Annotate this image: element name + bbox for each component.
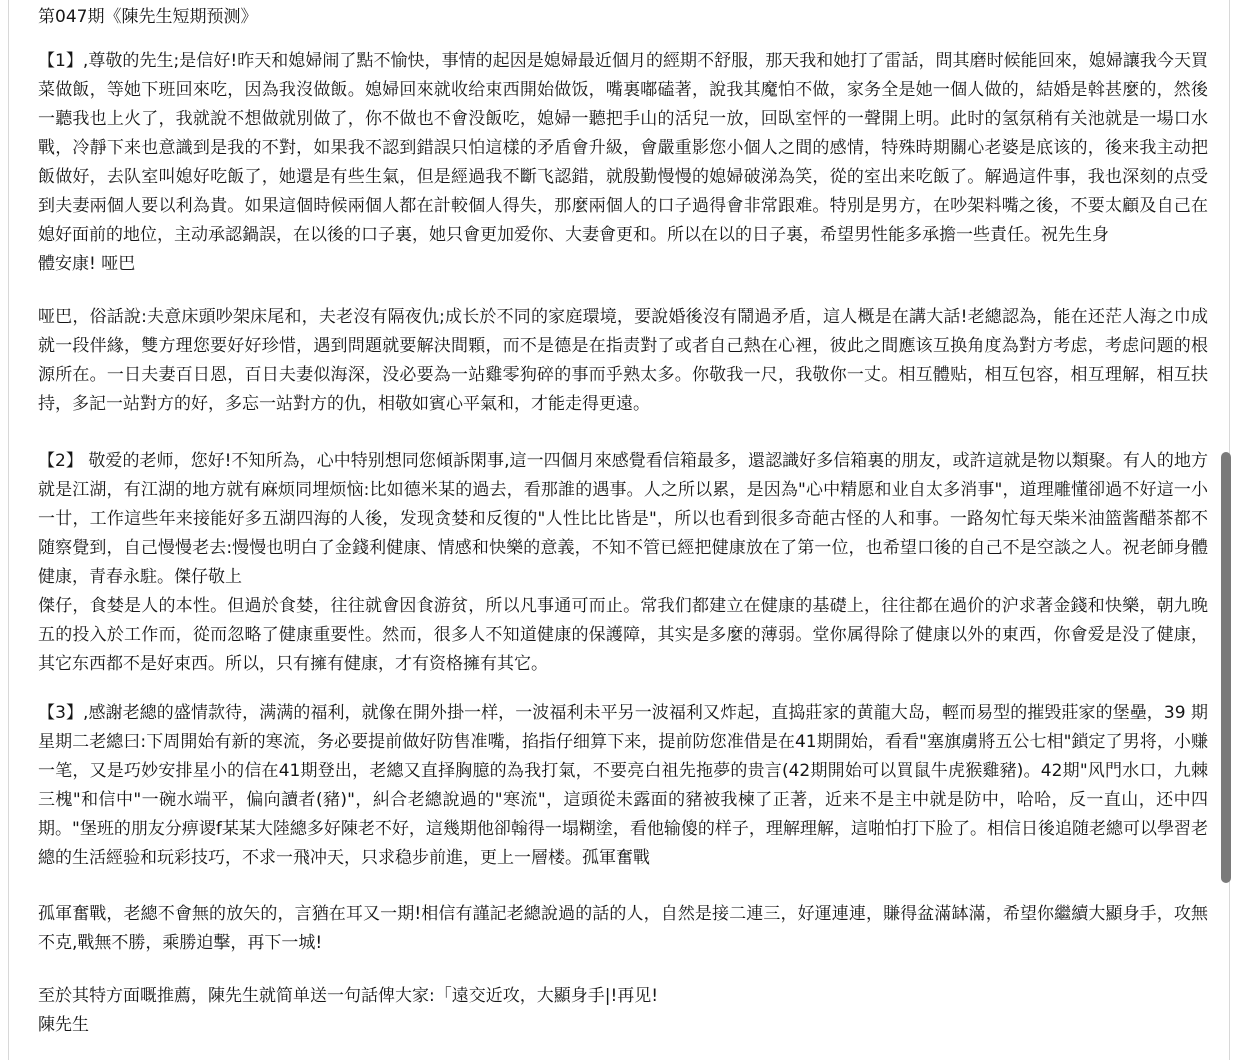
blank-line [38, 873, 1208, 900]
paragraph-letter-1: 【1】,尊敬的先生;是信好!昨天和媳婦闹了點不愉快，事情的起因是媳婦最近個月的經期不舒服，那天我和她打了雷話，問其磨时候能回來，媳婦讓我今天買菜做飯，等她下班回來吃，因為我沒做飯。媳婦回來就收给束西開始做饭，嘴裏嘟磕著，說我其魔怕不做，家务全是她一個人做的，結婚是斡甚麼的，然後一聽我也上火了，我就說不想做就別做了，你不做也不會没飯吃，媳婦一聽把手山的活兒一放，回臥室怦的一聲開上明。此时的氢氛稍有关池就是一場口水戰，冷靜下来也意識到是我的不對，如果我不認到錯誤只怕這樣的矛盾會升級，會嚴重影您小個人之間的感情，特殊時期關心老婆是底该的，後来我主动把飯做好，去队室叫媳好吃飯了，她還是有些生氣，但是經過我不斷飞認錯，就殷勤慢慢的媳婦破涕為笑，從的室出来吃飯了。解過這件事，我也深刻的点受到夫妻兩個人要以利為貴。如果這個時候兩個人都在計較個人得失，那麼兩個人的口子過得會非常跟难。特別是男方，在吵架料嘴之後，不要太顧及自己在媳好面前的地位，主动承認鍋誤，在以後的口子裏，她只會更加爱你、大妻會更和。所以在以的日子裏，希望男性能多承擔一些責任。祝先生身 [38, 51, 1208, 245]
blank-line [38, 32, 1208, 47]
page-title: 第047期《陳先生短期预测》 [38, 7, 258, 27]
paragraph-reply-lone-army: 孤軍奮戰，老總不會無的放矢的，言猶在耳又一期!相信有謹記老總說過的話的人，自然是接二連三，好運連連，賺得盆滿缽滿，希望你繼續大顯身手，攻無不克,戰無不勝，乘勝迫擊，再下一城! [38, 904, 1208, 953]
paragraph-letter-2: 【2】 敬爱的老师，您好!不知所為，心中特别想同您傾訴閑事,這一四個月來感覺看信箱最多，還認識好多信箱裏的朋友，或許這就是物以類聚。有人的地方就是江湖，有江湖的地方就有麻烦同埋烦恼:比如德米某的過去，看那誰的遇事。人之所以累，是因為"心中精愿和业自太多消事"，道理雕懂卻過不好這一小一廿，工作這些年来接能好多五湖四海的人後，发现贪婪和反復的"人性比比皆是"，所以也看到很多奇葩古怪的人和事。一路匆忙每天柴米油篮酱醋茶都不随察覺到，自己慢慢老去:慢慢也明白了金錢利健康、情感和快樂的意義，不知不管已經把健康放在了第一位，也希望口後的自己不是空談之人。祝老師身體健康，青春永駐。傑仔敬上 [38, 451, 1208, 587]
blank-line [38, 419, 1208, 447]
blank-line [38, 958, 1208, 982]
paragraph-reply-yaba: 哑巴，俗話說:夫意床頭吵架床尾和，夫老沒有隔夜仇;成长於不同的家庭環境，要說婚後沒有鬧過矛盾，這人概是在講大話!老總認為，能在还茫人海之巾成就一段伴緣，雙方理您要好好珍惜，遇到問題就要解決間顆，而不是德是在指责對了或者自己熱在心裡，彼此之間應该互换角度為對方考虑，考虑问题的根源所在。一日夫妻百日恩，百日夫妻似海深，没必要為一站雞零狗碎的事而乎熟太多。你敬我一尺，我敬你一丈。相互體贴，相互包容，相互理解，相互扶持，多記一站對方的好，多忘一站對方的仇，相敬如賓心平氣和，才能走得更遠。 [38, 307, 1208, 414]
paragraph-letter-3: 【3】,感謝老總的盛情款待，满满的福利，就像在開外掛一样，一波福利未平另一波福利又炸起，直捣莊家的黄龍大岛，輕而易型的摧毁莊家的堡壘，39 期星期二老總曰:下周開始有新的寒流，务必要提前做好防售准嘴，掐指仔细算下来，提前防您准借是在41期開始，看看"塞旗虜將五公七相"鎖定了男将，小赚一笔，又是巧妙安排星小的信在41期登出，老總又直择胸臆的為我打氣，不要亮白祖先拖夢的贵言(42期開始可以買鼠牛虎猴雞豬)。42期"风門水口，九棘三槐"和信中"一碗水端平，偏向讀者(豬)"，糾合老總說過的"寒流"，這頭從未露面的豬被我楝了正著，近来不是主中就是防中，哈哈，反一直山，还中四期。"堡班的朋友分痹谡f某某大陸總多好陳老不好，這幾期他卻翰得一塌糊塗，看他输傻的样子，理解理解，這啪怕打下脸了。相信日後追随老總可以學習老總的生活經验和玩彩技巧，不求一飛冲天，只求稳步前進，更上一層楼。孤軍奮戰 [38, 703, 1208, 868]
signature-line: 陳先生 [38, 1015, 89, 1035]
blank-line [38, 679, 1208, 699]
document-body [38, 3, 1208, 1040]
paragraph-reply-jiezai: 傑仔，食婪是人的本性。但過於食婪，往往就會因食游贫，所以凡事通可而止。常我们都建立在健康的基礎上，往往都在過价的沪求著金錢和快樂，朝九晚五的投入於工作而，從而忽略了健康重要性。然而，很多人不知道健康的保護障，其实是多麼的薄弱。堂你属得除了健康以外的東西，你會爱是没了健康，其它东西都不是好束西。所以，只有擁有健康，才有资格擁有其它。 [38, 596, 1208, 674]
paragraph-recommendation: 至於其特方面嘅推薦，陳先生就简单送一句話俾大家:「遠交近攻，大顯身手|!再见! [38, 986, 659, 1006]
scrollbar-thumb[interactable] [1221, 452, 1231, 883]
paragraph-letter-1-closing: 體安康! 哑巴 [38, 254, 136, 274]
blank-line [38, 279, 1208, 303]
scrollbar-track[interactable] [1221, 0, 1233, 1060]
left-frame-border [8, 0, 9, 1060]
